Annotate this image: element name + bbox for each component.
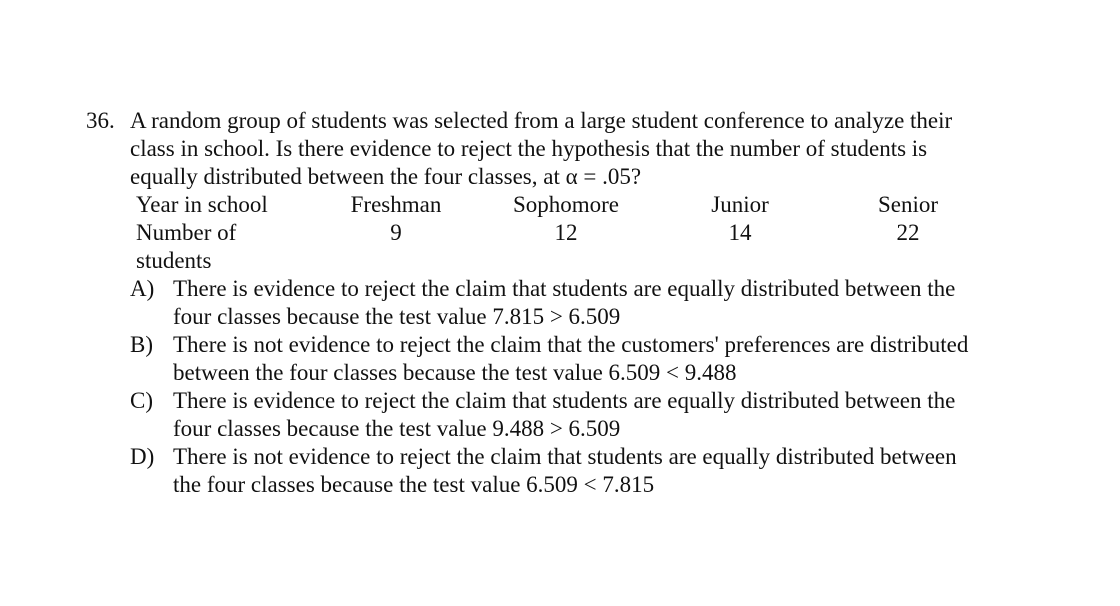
table-cell-senior-count: 22: [896, 220, 920, 245]
choice-d[interactable]: [130, 443, 986, 499]
table-header-sophomore: Sophomore: [512, 192, 620, 217]
table-header-senior: Senior: [877, 192, 939, 217]
choice-letter: D): [130, 444, 155, 469]
table-cell-freshman-count: 9: [390, 220, 402, 245]
choice-letter: A): [130, 276, 155, 301]
choice-text: There is evidence to reject the claim that students are equally distributed between the four classes because the test value 9.488 > 6.509: [173, 388, 956, 441]
choice-letter: C): [130, 388, 153, 413]
table-cell-junior-count: 14: [728, 220, 752, 245]
table-cell-sophomore-count: 12: [554, 220, 578, 245]
choice-c[interactable]: [130, 387, 986, 443]
table-header-label: Year in school: [136, 192, 268, 217]
choice-letter: B): [130, 332, 153, 357]
table-header-freshman: Freshman: [350, 192, 442, 217]
answer-choices: [130, 275, 986, 499]
question-number: 36.: [86, 108, 115, 133]
question-block: [86, 107, 986, 499]
choice-b[interactable]: [130, 331, 986, 387]
choice-text: There is evidence to reject the claim that students are equally distributed between the four classes because the test value 7.815 > 6.509: [173, 276, 956, 329]
choice-text: There is not evidence to reject the claim that students are equally distributed between the four classes because the test value 6.509 < 7.815: [173, 444, 957, 497]
question-stem: A random group of students was selected from a large student conference to analyze their class in school. Is there evidence to reject the hypothesis that the number of students is equally distributed between the four classes, at α = .05?: [130, 108, 953, 189]
frequency-table: [136, 191, 956, 275]
choice-text: There is not evidence to reject the claim that the customers' preferences are distributed between the four classes because the test value 6.509 < 9.488: [173, 332, 969, 385]
table-header-junior: Junior: [711, 192, 769, 217]
table-row-label: Number of students: [136, 220, 237, 273]
choice-a[interactable]: [130, 275, 986, 331]
